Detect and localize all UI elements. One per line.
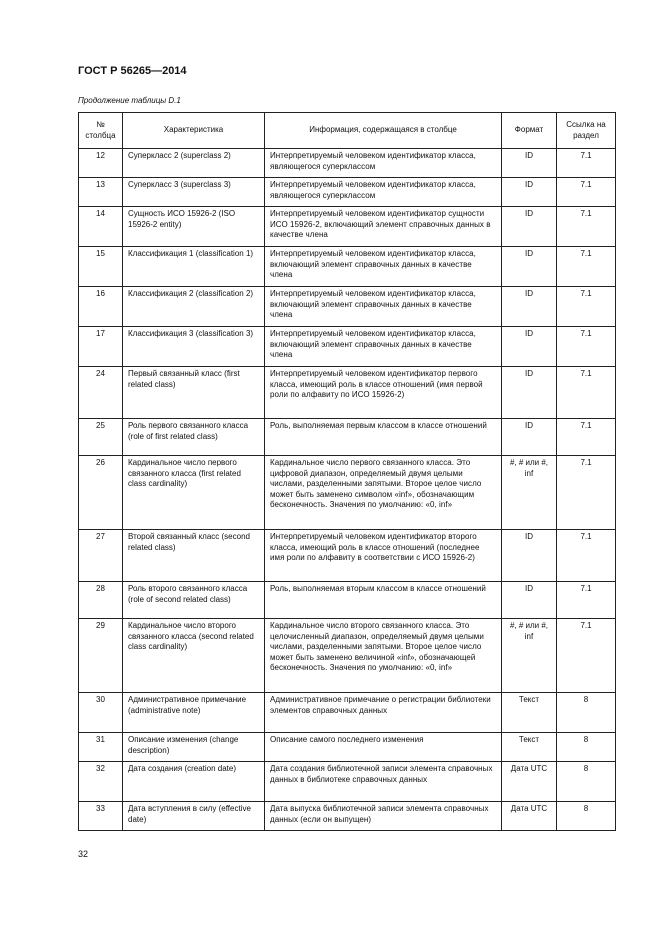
cell-reference: 7.1 [557,367,616,419]
table-row [79,419,616,456]
cell-format: ID [502,247,557,287]
cell-info: Интерпретируемый человеком идентификатор класса, являющегося суперклассом [265,149,502,178]
cell-characteristic: Описание изменения (change description) [123,733,265,762]
cell-info: Описание самого последнего изменения [265,733,502,762]
cell-info: Дата выпуска библиотечной записи элемента справочных данных (если он выпущен) [265,802,502,831]
cell-reference: 7.1 [557,530,616,582]
cell-info: Роль, выполняемая вторым классом в классе отношений [265,582,502,619]
cell-number: 12 [79,149,123,178]
cell-format: Дата UTC [502,762,557,802]
cell-reference: 8 [557,802,616,831]
cell-number: 15 [79,247,123,287]
cell-info: Дата создания библиотечной записи элемента справочных данных в библиотеке справочных данных [265,762,502,802]
table-row [79,367,616,419]
cell-number: 26 [79,456,123,530]
cell-characteristic: Классификация 2 (classification 2) [123,287,265,327]
cell-reference: 7.1 [557,149,616,178]
cell-reference: 7.1 [557,619,616,693]
cell-format: ID [502,178,557,207]
cell-format: ID [502,367,557,419]
column-header-number: № столбца [79,113,123,149]
cell-info: Интерпретируемый человеком идентификатор класса, являющегося суперклассом [265,178,502,207]
table-row [79,693,616,733]
cell-reference: 7.1 [557,247,616,287]
table-row [79,802,616,831]
cell-characteristic: Суперкласс 2 (superclass 2) [123,149,265,178]
cell-reference: 7.1 [557,582,616,619]
cell-info: Административное примечание о регистрации библиотеки элементов справочных данных [265,693,502,733]
cell-characteristic: Суперкласс 3 (superclass 3) [123,178,265,207]
cell-number: 24 [79,367,123,419]
table-row [79,178,616,207]
cell-characteristic: Роль первого связанного класса (role of first related class) [123,419,265,456]
cell-format: ID [502,419,557,456]
cell-number: 33 [79,802,123,831]
cell-reference: 7.1 [557,327,616,367]
cell-characteristic: Роль второго связанного класса (role of second related class) [123,582,265,619]
cell-characteristic: Дата создания (creation date) [123,762,265,802]
cell-number: 13 [79,178,123,207]
cell-format: ID [502,327,557,367]
cell-format: ID [502,530,557,582]
cell-characteristic: Классификация 3 (classification 3) [123,327,265,367]
table-row [79,327,616,367]
table-row [79,619,616,693]
cell-format: ID [502,287,557,327]
cell-info: Интерпретируемый человеком идентификатор первого класса, имеющий роль в классе отношений (имя первой роли по алфавиту по ИСО 15926-2) [265,367,502,419]
cell-format: ID [502,149,557,178]
cell-format: Дата UTC [502,802,557,831]
table-row [79,733,616,762]
table-row [79,149,616,178]
cell-characteristic: Сущность ИСО 15926-2 (ISO 15926-2 entity) [123,207,265,247]
cell-format: ID [502,582,557,619]
table-header-row [79,113,616,149]
cell-info: Интерпретируемый человеком идентификатор сущности ИСО 15926-2, включающий элемент справочных данных в качестве члена [265,207,502,247]
table-continuation-label: Продолжение таблицы D.1 [78,96,181,105]
cell-number: 30 [79,693,123,733]
cell-number: 28 [79,582,123,619]
cell-info: Роль, выполняемая первым классом в классе отношений [265,419,502,456]
reference-data-table [78,112,616,831]
cell-reference: 8 [557,733,616,762]
cell-reference: 7.1 [557,178,616,207]
cell-number: 17 [79,327,123,367]
cell-reference: 7.1 [557,287,616,327]
cell-format: Текст [502,733,557,762]
column-header-format: Формат [502,113,557,149]
cell-format: #, # или #, inf [502,619,557,693]
cell-info: Интерпретируемый человеком идентификатор класса, включающий элемент справочных данных в качестве члена [265,247,502,287]
cell-number: 29 [79,619,123,693]
cell-info: Интерпретируемый человеком идентификатор класса, включающий элемент справочных данных в качестве члена [265,287,502,327]
cell-number: 16 [79,287,123,327]
column-header-reference: Ссылка на раздел [557,113,616,149]
cell-format: Текст [502,693,557,733]
table-row [79,207,616,247]
cell-characteristic: Второй связанный класс (second related class) [123,530,265,582]
cell-characteristic: Кардинальное число первого связанного класса (first related class cardinality) [123,456,265,530]
cell-reference: 7.1 [557,419,616,456]
cell-info: Интерпретируемый человеком идентификатор класса, включающий элемент справочных данных в качестве члена [265,327,502,367]
cell-format: #, # или #, inf [502,456,557,530]
cell-characteristic: Дата вступления в силу (effective date) [123,802,265,831]
cell-number: 27 [79,530,123,582]
cell-characteristic: Административное примечание (administrative note) [123,693,265,733]
cell-info: Кардинальное число второго связанного класса. Это целочисленный диапазон, определяемый двумя целыми числами, разделенными запятыми. Второе целое число может быть заменено величиной «inf», обозначающей бесконечность. Значения по умолчанию: «0, inf» [265,619,502,693]
standard-code: ГОСТ Р 56265—2014 [78,65,187,77]
cell-number: 31 [79,733,123,762]
cell-number: 32 [79,762,123,802]
cell-format: ID [502,207,557,247]
cell-info: Интерпретируемый человеком идентификатор второго класса, имеющий роль в классе отношений (последнее имя роли по алфавиту в соответствии с ИСО 15926-2) [265,530,502,582]
cell-characteristic: Первый связанный класс (first related class) [123,367,265,419]
cell-characteristic: Кардинальное число второго связанного класса (second related class cardinality) [123,619,265,693]
column-header-info: Информация, содержащаяся в столбце [265,113,502,149]
cell-info: Кардинальное число первого связанного класса. Это цифровой диапазон, определяемый двумя целыми числами, разделенными запятыми. Второе целое число может быть заменено символом «inf», обозначающим бесконечность. Значения по умолчанию: «0, inf» [265,456,502,530]
table-row [79,530,616,582]
cell-reference: 8 [557,762,616,802]
page-number: 32 [78,849,89,859]
table-row [79,582,616,619]
cell-number: 25 [79,419,123,456]
cell-number: 14 [79,207,123,247]
column-header-characteristic: Характеристика [123,113,265,149]
cell-characteristic: Классификация 1 (classification 1) [123,247,265,287]
table-row [79,456,616,530]
table-row [79,247,616,287]
table-row [79,762,616,802]
cell-reference: 8 [557,693,616,733]
cell-reference: 7.1 [557,456,616,530]
table-row [79,287,616,327]
cell-reference: 7.1 [557,207,616,247]
